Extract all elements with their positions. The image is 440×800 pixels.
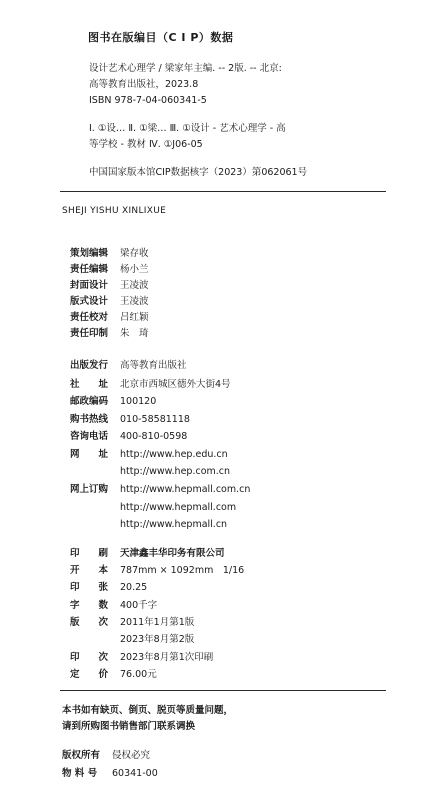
cip-line: 高等教育出版社，2023.8 <box>89 79 199 90</box>
row-label: 版权所有 <box>62 750 101 761</box>
print-row <box>70 651 214 665</box>
row-label: 责任校对 <box>70 312 109 323</box>
row-value: 王凌波 <box>120 280 149 291</box>
row-value: 100120 <box>120 396 157 407</box>
pinyin-title: SHEJI YISHU XINLIXUE <box>62 206 167 216</box>
print-row <box>70 668 157 682</box>
rights-row <box>62 767 158 781</box>
row-label: 印 张 <box>70 582 109 593</box>
row-label: 开 本 <box>70 565 109 576</box>
staff-row <box>70 327 149 341</box>
staff-row <box>70 311 149 325</box>
publisher-row <box>70 483 251 497</box>
row-label: 策划编辑 <box>70 248 109 259</box>
row-value: 787mm × 1092mm 1/16 <box>120 565 245 576</box>
print-row <box>70 616 195 630</box>
row-value: 2023年8月第1次印刷 <box>120 652 214 663</box>
rights-row <box>62 749 151 763</box>
row-value: 王凌波 <box>120 296 149 307</box>
cip-record: 中国国家版本馆CIP数据核字（2023）第062061号 <box>89 167 308 178</box>
cip-class-line: Ⅰ. ①设… Ⅱ. ①梁… Ⅲ. ①设计 - 艺术心理学 - 高 <box>89 123 286 134</box>
cip-class-line: 等学校 - 教材 Ⅳ. ①J06-05 <box>89 139 203 150</box>
row-label: 版 次 <box>70 617 109 628</box>
row-label: 版式设计 <box>70 296 109 307</box>
row-label: 责任编辑 <box>70 264 109 275</box>
row-label: 责任印制 <box>70 328 109 339</box>
publisher-row <box>70 413 190 427</box>
row-value: 天津鑫丰华印务有限公司 <box>120 548 225 559</box>
print-row <box>70 547 225 561</box>
row-value: 400-810-0598 <box>120 431 188 442</box>
publisher-row <box>70 430 188 444</box>
row-label: 物 料 号 <box>62 768 98 779</box>
quality-notice: 本书如有缺页、倒页、脱页等质量问题， <box>62 705 234 716</box>
divider-line <box>60 690 386 691</box>
row-label: 购书热线 <box>70 414 109 425</box>
row-value: 400千字 <box>120 600 158 611</box>
row-value: 杨小兰 <box>120 264 149 275</box>
cip-heading: 图书在版编目（C I P）数据 <box>88 31 234 44</box>
divider-line <box>60 191 386 192</box>
publisher-row <box>70 359 187 373</box>
publisher-row <box>70 448 228 462</box>
cip-isbn: ISBN 978-7-04-060341-5 <box>89 95 207 106</box>
row-label: 出版发行 <box>70 360 109 371</box>
website-link[interactable]: http://www.hepmall.cn <box>120 519 228 530</box>
row-value: 高等教育出版社 <box>120 360 187 371</box>
row-label: 网上订购 <box>70 484 109 495</box>
print-row <box>70 564 245 578</box>
publisher-row <box>70 465 231 479</box>
website-link[interactable]: http://www.hep.edu.cn <box>120 449 228 460</box>
cip-line: 设计艺术心理学 / 梁家年主编. -- 2版. -- 北京: <box>89 63 282 74</box>
staff-row <box>70 279 149 293</box>
row-value: 梁存收 <box>120 248 149 259</box>
publisher-row <box>70 378 231 392</box>
row-label: 网 址 <box>70 449 109 460</box>
row-value: 侵权必究 <box>112 750 151 761</box>
row-label: 封面设计 <box>70 280 109 291</box>
publisher-row <box>70 501 237 515</box>
website-link[interactable]: http://www.hepmall.com <box>120 502 237 513</box>
row-value: 北京市西城区德外大街4号 <box>120 379 231 390</box>
print-row <box>70 599 158 613</box>
row-value: 76.00元 <box>120 669 157 680</box>
row-value: 2023年8月第2版 <box>120 634 195 645</box>
row-value: 2011年1月第1版 <box>120 617 195 628</box>
row-label: 社 址 <box>70 379 109 390</box>
publisher-row <box>70 395 157 409</box>
publisher-row <box>70 518 228 532</box>
row-label: 定 价 <box>70 669 109 680</box>
staff-row <box>70 295 149 309</box>
print-row <box>70 581 148 595</box>
staff-row <box>70 263 149 277</box>
website-link[interactable]: http://www.hep.com.cn <box>120 466 231 477</box>
row-value: 20.25 <box>120 582 148 593</box>
row-value: 朱 琦 <box>120 328 149 339</box>
row-value: 吕红颖 <box>120 312 149 323</box>
row-label: 印 刷 <box>70 548 109 559</box>
row-value: 60341-00 <box>112 768 158 779</box>
print-row <box>70 633 195 647</box>
website-link[interactable]: http://www.hepmall.com.cn <box>120 484 251 495</box>
staff-row <box>70 247 149 261</box>
quality-notice: 请到所购图书销售部门联系调换 <box>62 721 196 732</box>
row-label: 邮政编码 <box>70 396 109 407</box>
row-value: 010-58581118 <box>120 414 190 425</box>
row-label: 咨询电话 <box>70 431 109 442</box>
row-label: 印 次 <box>70 652 109 663</box>
row-label: 字 数 <box>70 600 109 611</box>
